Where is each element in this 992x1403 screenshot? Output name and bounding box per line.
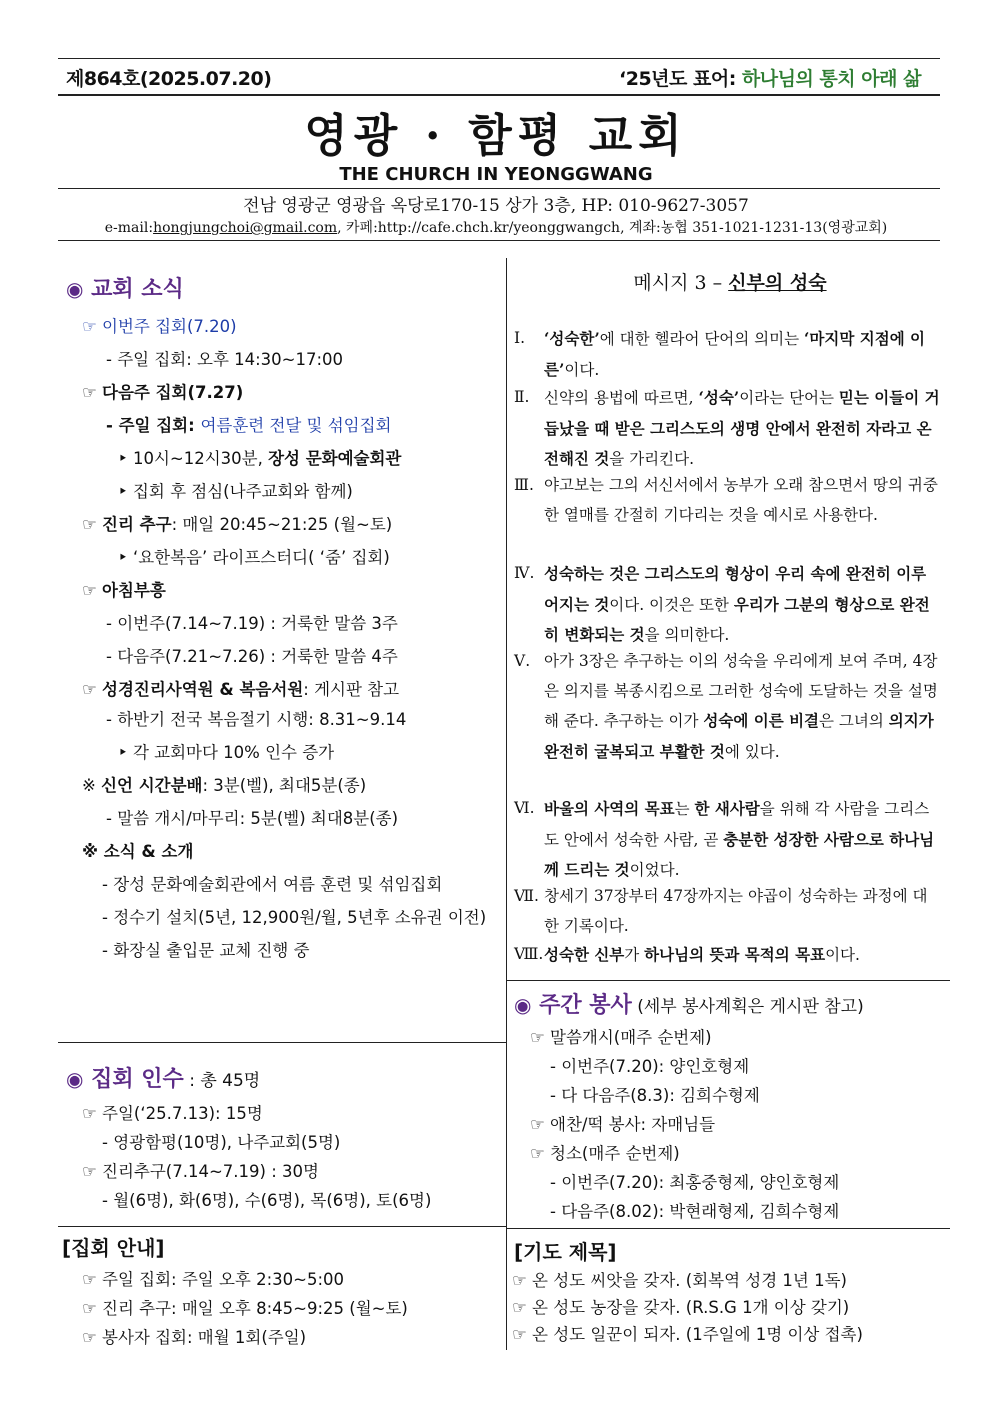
point-text: 의지가 완전히 굴복되고 부활한 것: [544, 711, 934, 761]
news-text: ‣ 10시~12시30분,: [118, 449, 269, 468]
message-title: [510, 268, 950, 295]
service-line: - 이번주(7.20): 최홍중형제, 양인호형제: [550, 1173, 840, 1192]
message-point: [514, 882, 940, 941]
point-text: 신약의 용법에 따르면,: [544, 389, 699, 407]
point-text: 이다. 이것은 또한: [609, 595, 734, 614]
message-point: [514, 940, 940, 971]
guide-line: [82, 1295, 408, 1319]
news-line: ※ 소식 & 소개: [82, 842, 194, 861]
point-text: 성숙에 이른 비결: [703, 711, 820, 730]
news-line: - 말씀 개시/마무리: 5분(벨) 최대8분(종): [106, 809, 399, 828]
point-text: 야고보는 그의 서신서에서 농부가 오래 참으면서 땅의 귀중한 열매를 간절히 기다리는 것을 예시로 사용한다.: [544, 476, 938, 524]
pointer-icon: ☞: [530, 1144, 545, 1163]
news-heading: [66, 272, 184, 303]
pointer-icon: ☞: [82, 1328, 97, 1347]
news-line: [118, 445, 401, 469]
contact-rest: , 카페:http://cafe.chch.kr/yeonggwangch, 계좌:농협 351-1021-1231-13(영광교회): [337, 220, 888, 236]
prayer-line: [512, 1321, 863, 1345]
point-text: 성숙한 신부: [544, 945, 625, 964]
point-text: 바울의 사역의 목표: [544, 799, 675, 818]
point-number: Ⅱ.: [514, 388, 530, 406]
news-line: - 정수기 설치(5년, 12,900원/월, 5년후 소유권 이전): [102, 908, 487, 927]
guide-heading: [집회 안내]: [62, 1236, 165, 1260]
message-point: [514, 324, 940, 385]
news-line: - 주일 집회: 오후 14:30~17:00: [106, 350, 344, 369]
message-point: [514, 471, 940, 530]
email-link[interactable]: hongjungchoi@gmail.com: [153, 220, 338, 236]
service-line: - 다음주(8.02): 박현래형제, 김희수형제: [550, 1202, 840, 1221]
point-text: 은 그녀의: [819, 712, 889, 730]
attendance-line: [82, 1100, 263, 1124]
prayer-heading: [기도 제목]: [514, 1240, 617, 1264]
news-line: - 화장실 출입문 교체 진행 중: [102, 941, 310, 960]
point-text: 이다.: [564, 360, 600, 379]
guide-line: [82, 1266, 344, 1290]
issue-number: 제864호(2025.07.20): [66, 68, 272, 90]
news-line: - 하반기 전국 복음절기 시행: 8.31~9.14: [106, 710, 407, 729]
prayer-text: 온 성도 씨앗을 갖자. (회복역 성경 1년 1독): [532, 1271, 847, 1290]
pointer-icon: ☞: [82, 317, 97, 336]
prayer-line: [512, 1267, 847, 1291]
column-divider: [506, 258, 507, 1350]
point-text: 이다.: [825, 946, 860, 964]
church-address: 전남 영광군 영광읍 옥당로170-15 상가 3층, HP: 010-9627-3057: [243, 196, 749, 216]
service-heading: [514, 988, 864, 1019]
attendance-heading-text: 집회 인수: [91, 1067, 184, 1092]
point-text: 는: [674, 800, 695, 818]
point-number: Ⅴ.: [514, 652, 531, 670]
news-line: [82, 577, 166, 601]
point-text: ‘마지막 지점에 이른’: [544, 329, 926, 379]
pointer-icon: ☞: [82, 1270, 97, 1289]
point-text: 하나님의 뜻과 목적의 목표: [644, 945, 826, 964]
attendance-top-rule: [58, 1042, 506, 1043]
news-line: ‣ 각 교회마다 10% 인수 증가: [118, 743, 335, 762]
pointer-icon: ☞: [82, 515, 97, 534]
service-line: [530, 1111, 715, 1135]
attendance-text: 진리추구(7.14~7.19) : 30명: [102, 1162, 319, 1181]
service-line: [530, 1024, 712, 1048]
attendance-line: [82, 1158, 319, 1182]
guide-text: 진리 추구: 매일 오후 8:45~9:25 (월~토): [102, 1299, 408, 1318]
annual-motto: [619, 64, 921, 91]
point-text: 이라는 단어는: [739, 389, 839, 407]
point-text: 우리가 그분의 형상으로 완전히 변화되는 것: [544, 594, 930, 644]
service-bullet-icon: ◉: [514, 993, 532, 1017]
news-line: [82, 379, 243, 403]
news-text: 아침부흥: [102, 581, 166, 600]
email-prefix: e-mail:: [104, 220, 154, 236]
pointer-icon: ☞: [530, 1115, 545, 1134]
service-line: - 이번주(7.20): 양인호형제: [550, 1057, 750, 1076]
point-text: 을 가리킨다.: [609, 450, 695, 468]
motto-text: 하나님의 통치 아래 삶: [741, 68, 921, 90]
point-number: Ⅰ.: [514, 329, 526, 347]
header-top-rule: [58, 58, 940, 59]
service-text: 애찬/떡 봉사: 자매님들: [550, 1115, 716, 1134]
service-line: - 다 다음주(8.3): 김희수형제: [550, 1086, 760, 1105]
news-text: ※: [82, 776, 102, 795]
news-line: [82, 676, 399, 700]
news-line: - 이번주(7.14~7.19) : 거룩한 말씀 3주: [106, 614, 398, 633]
pointer-icon: ☞: [82, 680, 97, 699]
message-title-prefix: 메시지 3 –: [633, 272, 729, 294]
news-text: : 3분(벨), 최대5분(종): [202, 776, 367, 795]
guide-top-rule: [58, 1226, 506, 1227]
point-text: 성숙하는 것은 그리스도의 형상이 우리 속에 완전히 이루어지는 것: [544, 564, 927, 614]
point-text: 창세기 37장부터 47장까지는 야곱이 성숙하는 과정에 대한 기록이다.: [544, 887, 928, 935]
news-bullet-icon: ◉: [66, 277, 84, 301]
point-text: 을 위해 각 사람을 그리스도 안에서 성숙한 사람, 곧: [544, 800, 930, 849]
attendance-line: - 영광함평(10명), 나주교회(5명): [102, 1133, 341, 1152]
news-text: : 매일 20:45~21:25 (월~토): [171, 515, 393, 534]
pointer-icon: ☞: [530, 1028, 545, 1047]
pointer-icon: ☞: [512, 1325, 527, 1344]
point-text: 한 새사람: [694, 799, 760, 818]
pointer-icon: ☞: [512, 1271, 527, 1290]
pointer-icon: ☞: [82, 1104, 97, 1123]
service-text: 말씀개시(매주 순번제): [550, 1028, 712, 1047]
service-heading-text: 주간 봉사: [539, 993, 632, 1018]
message-title-text: 신부의 성숙: [728, 272, 827, 294]
pointer-icon: ☞: [512, 1298, 527, 1317]
service-note: (세부 봉사계획은 게시판 참고): [631, 997, 864, 1017]
contact-line: [0, 217, 992, 237]
point-text: ‘성숙’: [698, 388, 740, 407]
message-point: [514, 559, 940, 651]
news-text: 다음주 집회(7.27): [102, 383, 244, 402]
motto-prefix: ‘25년도 표어:: [619, 68, 742, 90]
prayer-text: 온 성도 농장을 갖자. (R.S.G 1개 이상 갖기): [532, 1298, 850, 1317]
news-line: - 장성 문화예술회관에서 여름 훈련 및 섞임집회: [102, 875, 443, 894]
pointer-icon: ☞: [82, 1299, 97, 1318]
news-text: 이번주 집회(7.20): [102, 317, 237, 336]
pointer-icon: ☞: [82, 383, 97, 402]
point-text: 가: [624, 946, 645, 964]
guide-text: 봉사자 집회: 매월 1회(주일): [102, 1328, 307, 1347]
service-text: 청소(매주 순번제): [550, 1144, 680, 1163]
point-text: ‘성숙한’: [544, 329, 600, 348]
point-number: Ⅳ.: [514, 564, 535, 582]
message-point: [514, 647, 940, 767]
prayer-text: 온 성도 일꾼이 되자. (1주일에 1명 이상 접촉): [532, 1325, 863, 1344]
point-text: 믿는 이들이 거듭났을 때 받은 그리스도의 생명 안에서 완전히 자라고 온전해진 것: [544, 388, 940, 468]
point-text: 이었다.: [629, 861, 680, 879]
message-point: [514, 794, 940, 886]
point-number: Ⅲ.: [514, 476, 534, 494]
service-line: [530, 1140, 680, 1164]
attendance-total: : 총 45명: [183, 1071, 261, 1091]
message-point: [514, 383, 940, 475]
attendance-line: - 월(6명), 화(6명), 수(6명), 목(6명), 토(6명): [102, 1191, 432, 1210]
prayer-line: [512, 1294, 849, 1318]
attendance-text: 주일(‘25.7.13): 15명: [102, 1104, 263, 1123]
guide-text: 주일 집회: 주일 오후 2:30~5:00: [102, 1270, 345, 1289]
news-text-bold: 장성 문화예술회관: [268, 449, 402, 468]
header-rule: [58, 94, 940, 96]
point-text: 아가 3장은 추구하는 이의 성숙을 우리에게 보여 주며, 4장은 의지를 복종시킴으로 그러한 성숙에 도달하는 것을 설명해 준다. 추구하는 이가: [544, 652, 938, 730]
point-number: Ⅶ.: [514, 887, 539, 905]
news-text: - 주일 집회:: [106, 416, 201, 435]
news-line: ‣ 집회 후 점심(나주교회와 함께): [118, 482, 353, 501]
point-text: 에 대한 헬라어 단어의 의미는: [599, 330, 805, 348]
church-subtitle: THE CHURCH IN YEONGGWANG: [339, 164, 653, 185]
news-heading-text: 교회 소식: [91, 277, 184, 302]
news-text-bold: 신언 시간분배: [101, 776, 203, 795]
contact-rule: [58, 240, 940, 241]
news-text: : 게시판 참고: [303, 680, 400, 699]
service-top-rule: [506, 980, 950, 981]
point-text: 을 의미한다.: [644, 626, 730, 644]
news-text-bold: 진리 추구: [102, 515, 172, 534]
subtitle-rule: [58, 188, 940, 189]
guide-line: [82, 1324, 306, 1348]
prayer-top-rule: [506, 1228, 950, 1229]
point-number: Ⅵ.: [514, 799, 535, 817]
pointer-icon: ☞: [82, 1162, 97, 1181]
news-line: [82, 313, 237, 337]
news-line: [82, 772, 366, 796]
point-text: 충분한 성장한 사람으로 하나님께 드리는 것: [544, 829, 935, 879]
church-title: 영광 · 함평 교회: [304, 109, 688, 162]
point-number: Ⅷ.: [514, 945, 544, 963]
attendance-bullet-icon: ◉: [66, 1067, 84, 1091]
news-line: [106, 412, 392, 436]
attendance-heading: [66, 1062, 260, 1093]
news-line: - 다음주(7.21~7.26) : 거룩한 말씀 4주: [106, 647, 398, 666]
news-text-highlight: 여름훈련 전달 및 섞임집회: [200, 416, 392, 435]
point-text: 에 있다.: [724, 742, 780, 761]
news-line: [82, 511, 392, 535]
news-text-bold: 성경진리사역원 & 복음서원: [102, 680, 304, 699]
news-line: ‣ ‘요한복음’ 라이프스터디( ‘줌’ 집회): [118, 548, 390, 567]
pointer-icon: ☞: [82, 581, 97, 600]
